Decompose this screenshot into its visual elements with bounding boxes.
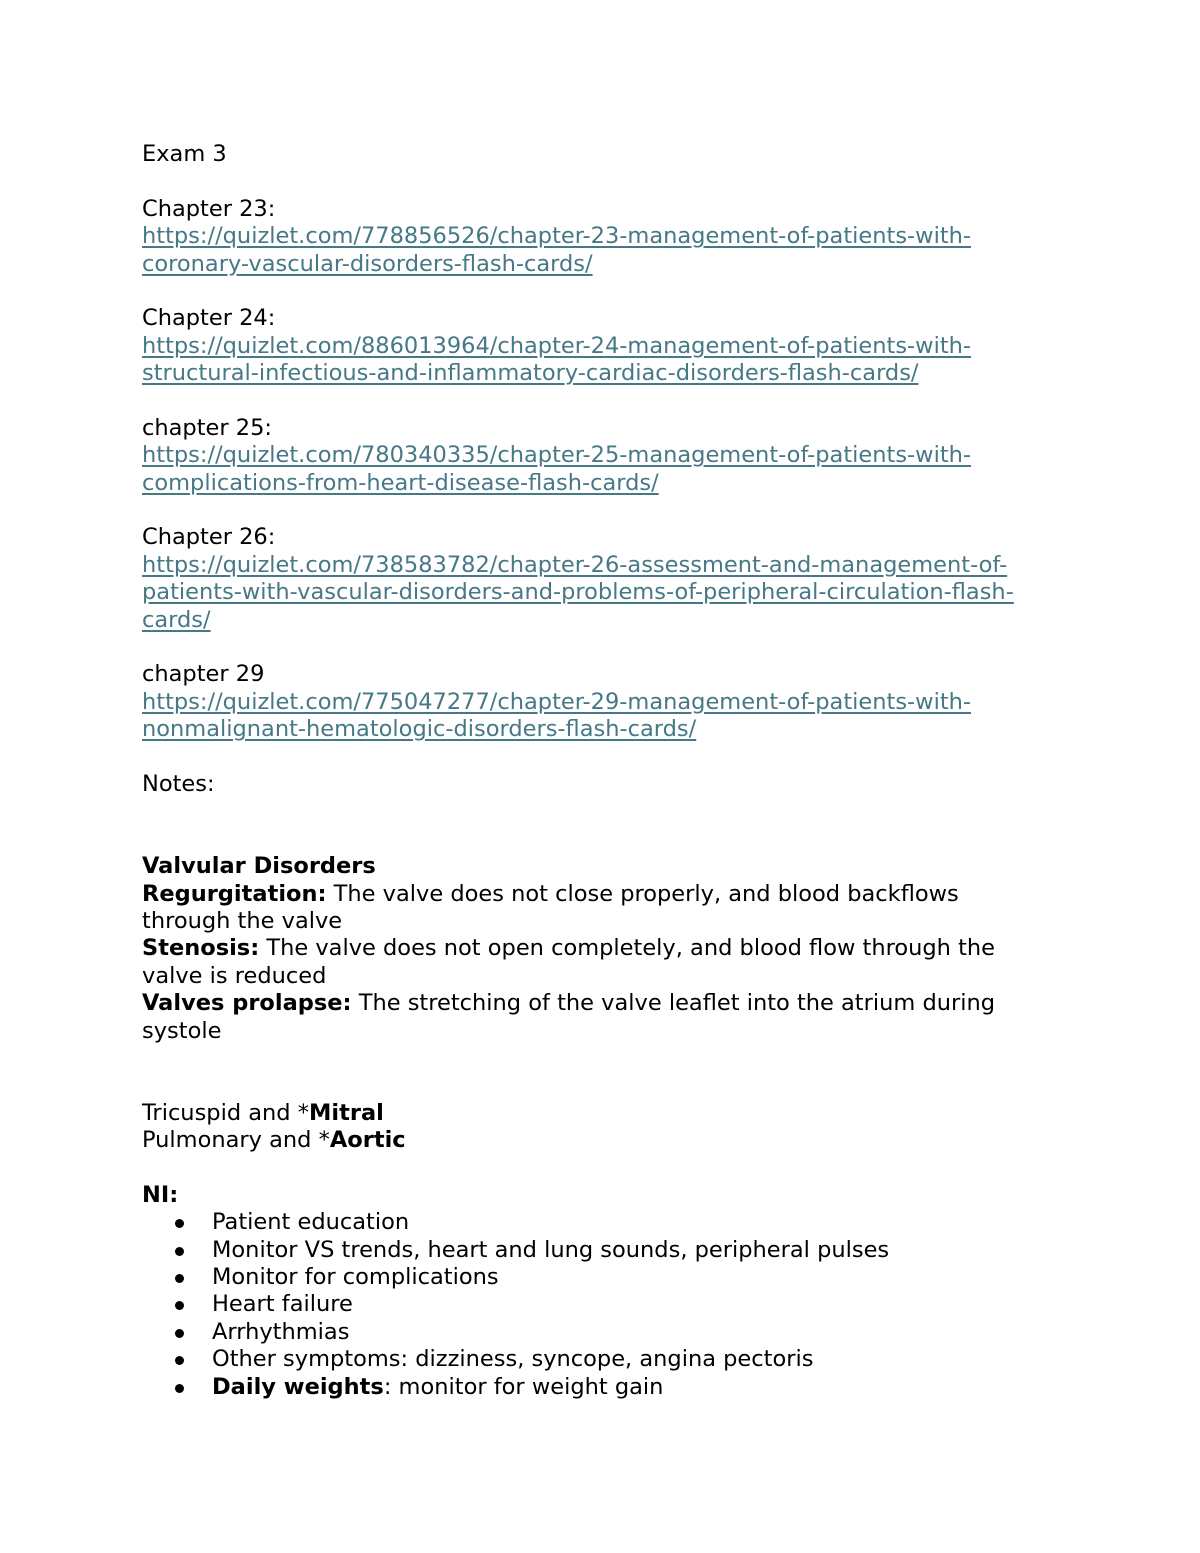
valve-text: Tricuspid and * xyxy=(142,1099,309,1126)
bullet-icon xyxy=(175,1247,184,1256)
valvular-section xyxy=(142,853,1102,1045)
chapter-label: Chapter 23: xyxy=(142,195,276,222)
definition: The stretching of the valve leaflet into the atrium during xyxy=(351,990,996,1017)
chapter-24 xyxy=(142,305,1102,415)
chapter-list xyxy=(142,196,1102,771)
chapter-29 xyxy=(142,661,1102,771)
item-text: Heart failure xyxy=(212,1291,353,1318)
item-text: Monitor for complications xyxy=(212,1264,499,1291)
chapter-link[interactable]: https://quizlet.com/886013964/chapter-24-management-of-patients-with- xyxy=(142,332,972,359)
definition: through the valve xyxy=(142,907,343,934)
chapter-link[interactable]: https://quizlet.com/775047277/chapter-29-management-of-patients-with- xyxy=(142,688,972,715)
chapter-label: Chapter 26: xyxy=(142,524,276,551)
definition: valve is reduced xyxy=(142,962,327,989)
valvular-heading: Valvular Disorders xyxy=(142,853,376,880)
bullet-icon xyxy=(175,1274,184,1283)
list-item xyxy=(142,1209,1102,1236)
chapter-link[interactable]: complications-from-heart-disease-flash-cards/ xyxy=(142,469,659,496)
chapter-link[interactable]: cards/ xyxy=(142,606,211,633)
chapter-link[interactable]: nonmalignant-hematologic-disorders-flash-cards/ xyxy=(142,716,697,743)
bullet-icon xyxy=(175,1301,184,1310)
chapter-25 xyxy=(142,415,1102,525)
item-text: : monitor for weight gain xyxy=(383,1373,664,1400)
term: Stenosis: xyxy=(142,935,260,962)
chapter-link[interactable]: https://quizlet.com/738583782/chapter-26-assessment-and-management-of- xyxy=(142,551,1008,578)
chapter-link[interactable]: https://quizlet.com/780340335/chapter-25-management-of-patients-with- xyxy=(142,442,972,469)
definition: The valve does not close properly, and blood backflows xyxy=(326,880,959,907)
valve-bold: Aortic xyxy=(329,1127,406,1154)
bullet-icon xyxy=(175,1384,184,1393)
bullet-icon xyxy=(175,1356,184,1365)
list-item xyxy=(142,1346,1102,1373)
ni-section xyxy=(142,1182,1102,1401)
list-item xyxy=(142,1319,1102,1346)
document-page xyxy=(142,141,1102,1401)
item-text: Patient education xyxy=(212,1209,410,1236)
chapter-link[interactable]: https://quizlet.com/778856526/chapter-23-management-of-patients-with- xyxy=(142,223,972,250)
valves-section xyxy=(142,1100,1102,1155)
item-text: Arrhythmias xyxy=(212,1318,350,1345)
chapter-23 xyxy=(142,196,1102,306)
valve-text: Pulmonary and * xyxy=(142,1127,330,1154)
definition: The valve does not open completely, and blood flow through the xyxy=(259,935,996,962)
definition: systole xyxy=(142,1017,222,1044)
document-title: Exam 3 xyxy=(142,141,227,167)
list-item xyxy=(142,1374,1102,1401)
item-bold: Daily weights xyxy=(212,1373,384,1400)
ni-heading: NI: xyxy=(142,1181,179,1208)
bullet-icon xyxy=(175,1329,184,1338)
ni-list xyxy=(212,1209,1102,1401)
term: Valves prolapse: xyxy=(142,990,352,1017)
chapter-label: Chapter 24: xyxy=(142,305,276,332)
bullet-icon xyxy=(175,1219,184,1228)
item-text: Monitor VS trends, heart and lung sounds, peripheral pulses xyxy=(212,1236,890,1263)
list-item xyxy=(142,1264,1102,1291)
valve-bold: Mitral xyxy=(309,1099,384,1126)
term: Regurgitation: xyxy=(142,880,327,907)
notes-label: Notes: xyxy=(142,770,215,797)
chapter-link[interactable]: patients-with-vascular-disorders-and-problems-of-peripheral-circulation-flash- xyxy=(142,579,1014,606)
chapter-label: chapter 25: xyxy=(142,414,272,441)
item-text: Other symptoms: dizziness, syncope, angina pectoris xyxy=(212,1346,814,1373)
chapter-26 xyxy=(142,524,1102,661)
chapter-link[interactable]: structural-infectious-and-inflammatory-cardiac-disorders-flash-cards/ xyxy=(142,360,919,387)
list-item xyxy=(142,1237,1102,1264)
list-item xyxy=(142,1291,1102,1318)
chapter-label: chapter 29 xyxy=(142,661,265,688)
chapter-link[interactable]: coronary-vascular-disorders-flash-cards/ xyxy=(142,250,593,277)
